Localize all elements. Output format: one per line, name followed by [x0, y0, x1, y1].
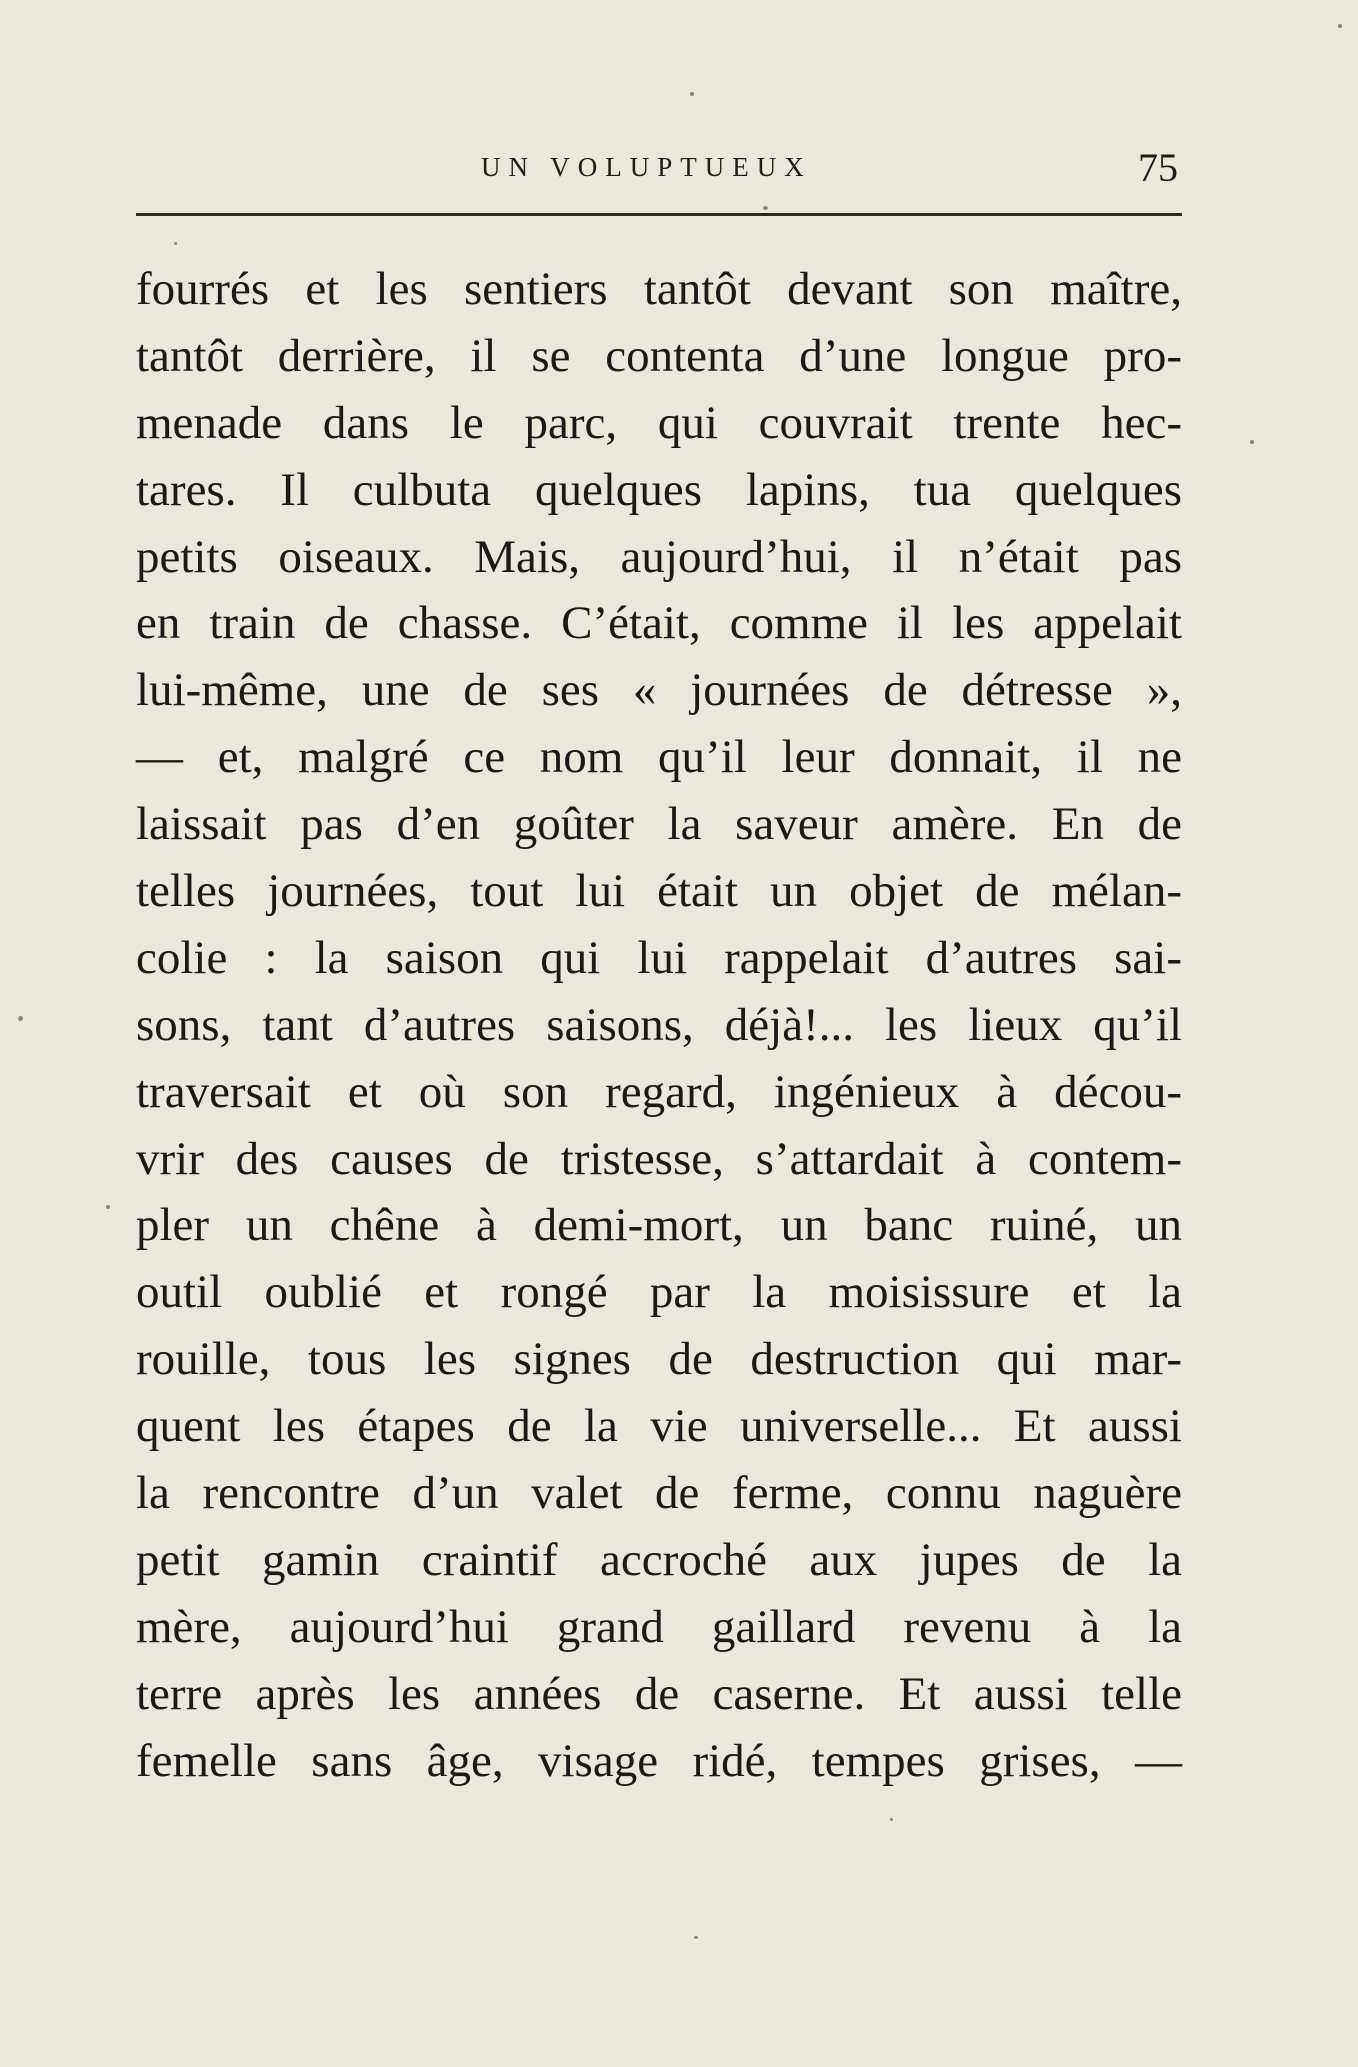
text-line: laissait pas d’en goûter la saveur amère. En de [136, 798, 1182, 851]
text-line: rouille, tous les signes de destruction qui mar- [136, 1333, 1182, 1386]
print-speck [890, 1818, 893, 1821]
text-line: mère, aujourd’hui grand gaillard revenu à la [136, 1600, 1182, 1653]
text-line: femelle sans âge, visage ridé, tempes grises, — [136, 1734, 1182, 1787]
page-number: 75 [1138, 145, 1178, 190]
text-line: menade dans le parc, qui couvrait trente hec- [136, 396, 1182, 449]
text-line: sons, tant d’autres saisons, déjà!... les lieux qu’il [136, 998, 1182, 1051]
text-line: — et, malgré ce nom qu’il leur donnait, il ne [136, 731, 1182, 784]
text-line: tares. Il culbuta quelques lapins, tua quelques [136, 463, 1182, 516]
print-speck [174, 242, 177, 245]
print-speck [763, 206, 768, 210]
text-line: pler un chêne à demi-mort, un banc ruiné, un [136, 1199, 1182, 1252]
print-speck [1338, 24, 1342, 28]
text-line: telles journées, tout lui était un objet de mélan- [136, 865, 1182, 918]
running-title: UN VOLUPTUEUX [481, 152, 812, 182]
text-line: petits oiseaux. Mais, aujourd’hui, il n’était pas [136, 530, 1182, 583]
text-line: vrir des causes de tristesse, s’attardait à contem- [136, 1132, 1182, 1185]
print-speck [690, 92, 694, 96]
text-line: traversait et où son regard, ingénieux à décou- [136, 1065, 1182, 1118]
page-header [136, 145, 1182, 198]
text-line: la rencontre d’un valet de ferme, connu naguère [136, 1467, 1182, 1520]
body-text [136, 256, 1182, 1794]
header-rule [136, 213, 1182, 216]
text-line: quent les étapes de la vie universelle... Et aussi [136, 1400, 1182, 1453]
print-speck [1250, 440, 1254, 444]
text-line: en train de chasse. C’était, comme il les appelait [136, 597, 1182, 650]
text-line: colie : la saison qui lui rappelait d’autres sai- [136, 931, 1182, 984]
text-line: lui-même, une de ses « journées de détresse », [136, 664, 1182, 717]
print-speck [694, 1936, 698, 1939]
text-line: tantôt derrière, il se contenta d’une longue pro- [136, 329, 1182, 382]
text-line: petit gamin craintif accroché aux jupes de la [136, 1533, 1182, 1586]
print-speck [106, 1205, 110, 1209]
text-line: outil oublié et rongé par la moisissure et la [136, 1266, 1182, 1319]
text-line: terre après les années de caserne. Et aussi telle [136, 1667, 1182, 1720]
text-line: fourrés et les sentiers tantôt devant son maître, [136, 263, 1182, 315]
print-speck [18, 1016, 23, 1021]
